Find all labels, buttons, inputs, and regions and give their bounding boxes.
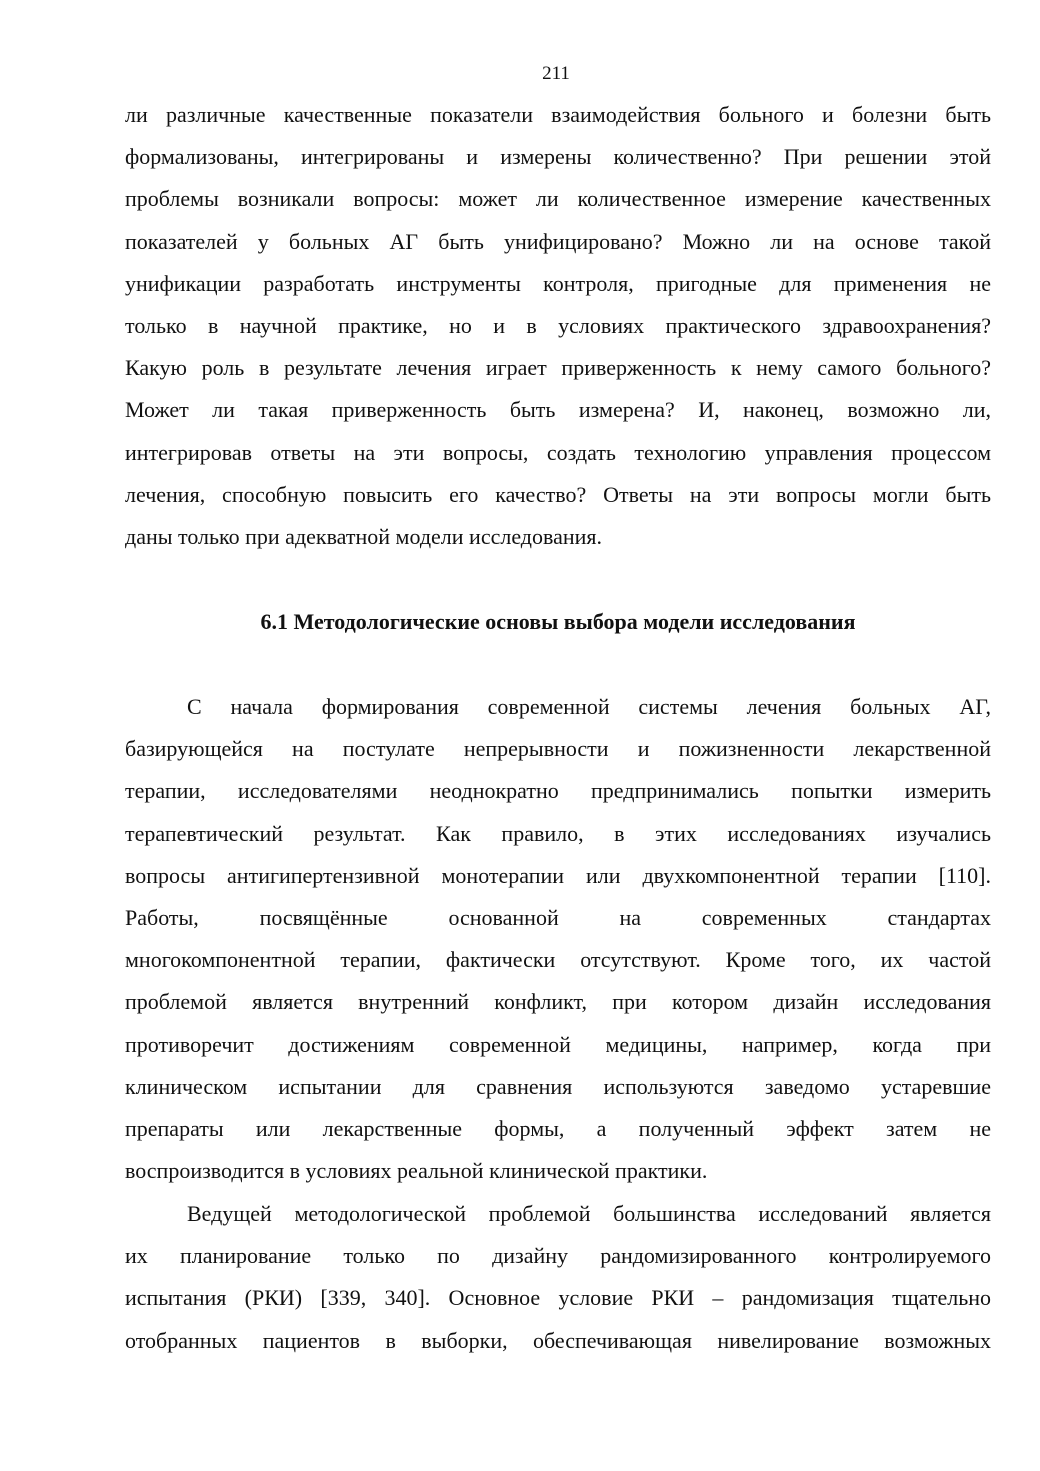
text-line: их планирование только по дизайну рандомизированного контролируемого <box>125 1243 991 1269</box>
text-line: испытания (РКИ) [339, 340]. Основное условие РКИ – рандомизация тщательно <box>125 1285 991 1311</box>
text-line: терапевтический результат. Как правило, в этих исследованиях изучались <box>125 820 991 846</box>
text-line: проблемой является внутренний конфликт, при котором дизайн исследования <box>125 989 991 1015</box>
body-paragraph-2 <box>125 1193 991 1362</box>
text-line: терапии, исследователями неоднократно предпринимались попытки измерить <box>125 778 991 804</box>
text-line: вопросы антигипертензивной монотерапии или двухкомпонентной терапии [110]. <box>125 862 991 888</box>
text-line: Может ли такая приверженность быть измерена? И, наконец, возможно ли, <box>125 397 991 423</box>
text-line: интегрировав ответы на эти вопросы, создать технологию управления процессом <box>125 439 991 465</box>
text-line: лечения, способную повысить его качество? Ответы на эти вопросы могли быть <box>125 481 991 507</box>
text-line: показателей у больных АГ быть унифицировано? Можно ли на основе такой <box>125 228 991 254</box>
text-line: Работы, посвящённые основанной на современных стандартах <box>125 904 991 930</box>
text-line: противоречит достижениям современной медицины, например, когда при <box>125 1031 991 1057</box>
text-line: отобранных пациентов в выборки, обеспечивающая нивелирование возможных <box>125 1327 991 1353</box>
text-line: базирующейся на постулате непрерывности и пожизненности лекарственной <box>125 736 991 762</box>
text-line: С начала формирования современной системы лечения больных АГ, <box>187 694 991 719</box>
text-line: многокомпонентной терапии, фактически отсутствуют. Кроме того, их частой <box>125 947 991 973</box>
text-line: даны только при адекватной модели исследования. <box>125 523 603 549</box>
text-line: воспроизводится в условиях реальной клинической практики. <box>125 1158 708 1184</box>
text-line: клиническом испытании для сравнения используются заведомо устаревшие <box>125 1073 991 1099</box>
section-heading: 6.1 Методологические основы выбора модели исследования <box>260 609 856 634</box>
text-line: только в научной практике, но и в условиях практического здравоохранения? <box>125 312 991 338</box>
text-line: препараты или лекарственные формы, а полученный эффект затем не <box>125 1115 991 1141</box>
text-line: ли различные качественные показатели взаимодействия больного и болезни быть <box>125 102 991 127</box>
text-line: Какую роль в результате лечения играет приверженность к нему самого больного? <box>125 355 991 381</box>
body-paragraph-1 <box>125 686 991 1192</box>
text-line: Ведущей методологической проблемой большинства исследований является <box>187 1201 991 1226</box>
intro-paragraph <box>125 94 991 558</box>
page-number: 211 <box>542 63 570 84</box>
text-line: унификации разработать инструменты контроля, пригодные для применения не <box>125 270 991 296</box>
text-line: формализованы, интегрированы и измерены количественно? При решении этой <box>125 144 991 170</box>
text-line: проблемы возникали вопросы: может ли количественное измерение качественных <box>125 186 991 212</box>
